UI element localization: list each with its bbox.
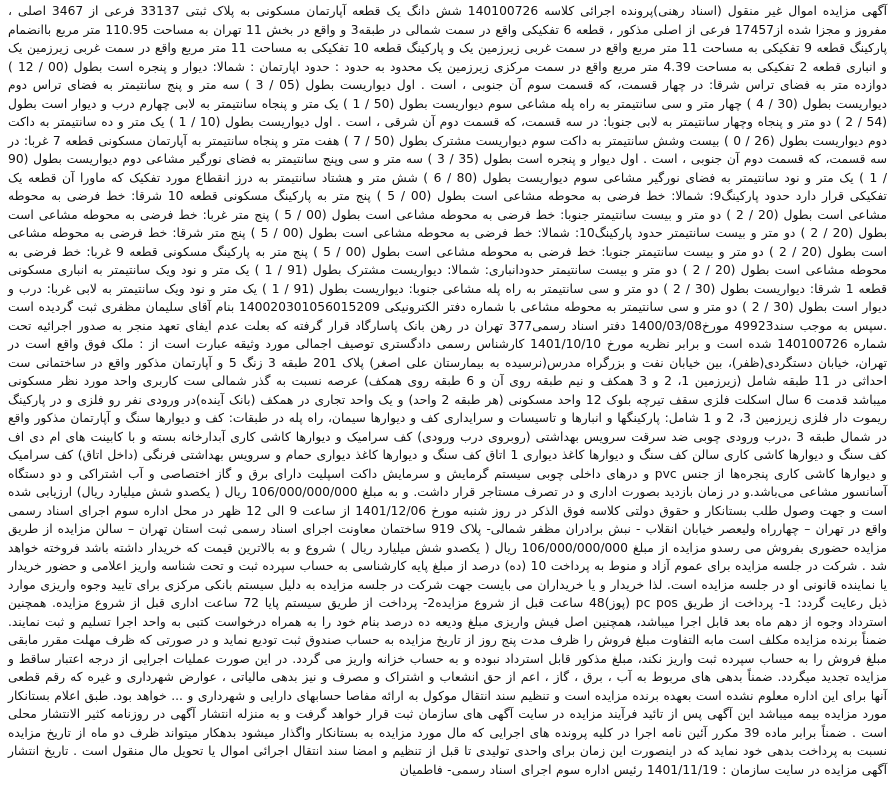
auction-notice-text: آگهی مزایده اموال غیر منقول (اسناد رهنی)پرونده اجرائی کلاسه 140100726 شش دانگ یک قطعه آپارتمان مسکونی به پلاک ثبتی 33137 فرعی از 3467 اصلی ، مفروز و مجزا شده از17457 فرعی از اصلی مذکور ، قطعه 6 تفکیکی واقع در سمت شمالی در طبقه3 و واقع در بخش 11 تهران به مساحت 110.95 متر مربع باانضمام پارکینگ قطعه 9 تفکیکی به مساحت 11 متر مربع واقع در سمت غربی زیرزمین یک و پارکینگ قطعه 10 تفکیکی به مساحت 11 متر مربع واقع در سمت غربی زیرزمین یک و انباری قطعه 2 تفکیکی به مساحت 4.39 متر مربع واقع در سمت مرکزی زیرزمین یک محدود به حدود : حدود اپارتمان : شمالا: دیوار و پنجره است بطول (00 / 12 ) دوازده متر به فضای تراس شرقا: در چهار قسمت، که قسمت سوم آن جنوبی ، است . اول دیواریست بطول (05 / 3 ) سه متر و پنج سانتیمتر به فضای تراس دوم دیواریست بطول (30 / 4 ) چهار متر و سی سانتیمتر به راه پله مشاعی سوم دیواریست بطول (50 / 1 ) یک متر و پنجاه سانتیمتر به لابی چهارم درب و دیوار است بطول (54 / 2 ) دو متر و پنجاه وچهار سانتیمتر به لابی جنوبا: در سه قسمت، که قسمت دوم آن شرقی ، است . اول دیواریست بطول (10 / 1 ) یک متر و ده سانتیمتر به داکت دوم دیواریست بطول (26 / 0 ) بیست وشش سانتیمتر به داکت سوم دیواریست مشترک بطول (50 / 7 ) هفت متر و پنجاه سانتیمتر به آپارتمان مسکونی قطعه 7 غربا: در سه قسمت، که قسمت دوم آن جنوبی ، است . اول دیوار و پنجره است بطول (35 / 3 ) سه متر و سی وپنج سانتیمتر به فضای نورگیر مشاعی دوم دیواریست بطول (90 / 1 ) یک متر و نود سانتیمتر به فضای نورگیر مشاعی سوم دیواریست بطول (80 / 6 ) شش متر و هشتاد سانتیمتر به درز انقطاع مورد تفکیک که ماورا آن قطعه یک تفکیکی قرار دارد حدود پارکینگ9: شمالا: خط فرضی به محوطه مشاعی است بطول (00 / 5 ) پنج متر به پارکینگ مسکونی قطعه 10 شرقا: خط فرضی به محوطه مشاعی است بطول (20 / 2 ) دو متر و بیست سانتیمتر جنوبا: خط فرضی به محوطه مشاعی است بطول (00 / 5 ) پنج متر غربا: خط فرضی به محوطه مشاعی است بطول (20 / 2 ) دو متر و بیست سانتیمتر حدود پارکینگ10: شمالا: خط فرضی به محوطه مشاعی است بطول (00 / 5 ) پنج متر شرقا: خط فرضی به محوطه مشاعی است بطول (20 / 2 ) دو متر و بیست سانتیمتر جنوبا: خط فرضی به محوطه مشاعی است بطول (00 / 5 ) پنج متر به پارکینگ مسکونی قطعه 9 غربا: خط فرضی به محوطه مشاعی است بطول (20 / 2 ) دو متر و بیست سانتیمتر حدودانباری: شمالا: دیواریست مشترک بطول (91 / 1 ) یک متر و نود ویک سانتیمتر به انباری مسکونی قطعه 1 شرقا: دیواریست بطول (30 / 2 ) دو متر و سی سانتیمتر به راه پله مشاعی جنوبا: دیواریست بطول (91 / 1 ) یک متر و نود ویک سانتیمتر به لابی غربا: درب و دیوار است بطول (30 / 2 ) دو متر و سی سانتیمتر به محوطه مشاعی با شماره دفتر الکترونیکی 140020301056015209 بنام آقای سلیمان مظفری ثبت گردیده است .سپس به موجب سند49923 مورخ1400/03/08 دفتر اسناد رسمی377 تهران در رهن بانک پاسارگاد قرار گرفته که بعلت عدم ایفای تعهد منجر به صدور اجرائیه تحت شماره 140100726 شده است و برابر نظریه مورخ 1401/10/10 کارشناس رسمی دادگستری توصیف اجمالی مورد وثیقه عبارت است از : ملک فوق واقع است در تهران، خیابان دستگردی(ظفر)، بین خیابان نفت و بزرگراه مدرس(نرسیده به بیمارستان علی اصغر) پلاک 201 طبقه 3 زنگ 5 و آپارتمان مذکور واقع در ساختمانی ست احداثی در 11 طبقه شامل (زیرزمین 1، 2 و 3 همکف و نیم طبقه روی آن و 6 طبقه روی همکف) عرصه نسبت به گذر شمالی ست کاربری واحد مورد نظر مسکونی میباشد قدمت 6 سال اسکلت فلزی سقف تیرچه بلوک 12 واحد مسکونی (هر طبقه 2 واحد) و یک واحد تجاری در همکف (بانک آینده)در ورودی نفر رو فلزی و در پارکینگ ریموت دار فلزی زیرزمین 3، 2 و 1 شامل: پارکینگها و انبارها و تاسیسات و سرایداری کف و دیوارها سیمان، راه پله در طبقات: کف و دیوارها سنگ و آپارتمان مذکور واقع در شمال طبقه 3 ،درب ورودی چوبی ضد سرقت سرویس بهداشتی (روبروی درب ورودی) کف سرامیک و دیوارها کاشی کاری آبدارخانه بسته و با کابینت های ام دی اف کف سنگ و دیوارها کاشی کاری سالن کف سنگ و دیوارها کاغذ دیواری 1 اتاق کف سنگ و دیوارها کاغذ دیواری حمام و سرویس بهداشتی فرنگی (داخل اتاق) کف سرامیک و دیوارها کاشی کاری پنجره‌ها از جنس pvc و درهای داخلی چوبی سیستم گرمایش و سرمایش داکت اسپلیت دارای برق و گاز اختصاصی و آب اشتراکی و دو دستگاه آسانسور مشاعی می‌باشد.و در زمان بازدید بصورت اداری و در تصرف مستاجر قرار داشت. و به مبلغ 106/000/000/000 ریال ( یکصدو شش میلیارد ریال) ارزیابی شده است و جهت وصول طلب بستانکار و حقوق دولتی کلاسه فوق الذکر در روز شنبه مورخ 1401/12/06 از ساعت 9 الی 12 ظهر در محل اداره سوم اجرای اسناد رسمی واقع در تهران – چهارراه ولیعصر خیابان انقلاب - نبش برادران مظفر شمالی- پلاک 919 ساختمان معاونت اجرای اسناد رسمی ثبت استان تهران – سالن مزایده از طریق مزایده حضوری بفروش می رسدو مزایده از مبلغ 106/000/000/000 ریال ( یکصدو شش میلیارد ریال ) شروع و به بالاترین قیمت که خریدار داشته باشد فروخته خواهد شد . شرکت در جلسه مزایده برای عموم آزاد و منوط به پرداخت 10 (ده) درصد از مبلغ پایه کارشناسی به حساب سپرده ثبت و تحت شناسه واریز اعلامی و حضور خریدار یا نماینده قانونی او در جلسه مزایده است. لذا خریدار و یا خریداران می بایست جهت شرکت در جلسه مزایده به دلیل سیستم بانکی مرکزی برای تایید وجوه واریزی موارد ذیل رعایت گردد: 1- پرداخت از طریق pc pos (پوز)48 ساعت قبل از شروع مزایده2- پرداخت از طریق سیستم پایا 72 ساعت اداری قبل از شروع مزایده. همچنین استرداد وجوه از دهم ماه بعد قابل اجرا میباشد، همچنین اصل فیش واریزی مبلغ ودیعه ده درصد بنام خود را به همراه درخواست کتبی به واحد اجرا تسلیم و ثبت نمایند. ضمناً برنده مزایده مکلف است مابه التفاوت مبلغ فروش را ظرف مدت پنج روز از تاریخ مزایده به حساب صندوق ثبت تودیع نماید و در صورتی که ظرف مهلت مقرر مابقی مبلغ فروش را به حساب سپرده ثبت واریز نکند، مبلغ مذکور قابل استرداد نبوده و به حساب خزانه واریز می گردد. در این صورت عملیات اجرایی از درجه اعتبار ساقط و مزایده تجدید میگردد. ضمناً بدهی های مربوط به آب ، برق ، گاز ، اعم از حق انشعاب و اشتراک و مصرف و نیز بدهی مالیاتی ، عوارض شهرداری و غیره که رقم قطعی آنها برای این اداره معلوم نشده است بعهده برنده مزایده است و تنظیم سند انتقال موکول به ارائه مفاصا حسابهای دارایی و شهرداری و ... خواهد بود. طبق اعلام بستانکار مورد مزایده بیمه میباشد این آگهی پس از تائید فرآیند مزایده در سایت آگهی های سازمان ثبت قرار خواهد گرفت و به منزله انتشار آگهی در روزنامه کثیر الانتشار محلی است . ضمناً برابر ماده 39 مکرر آئین نامه اجرا در کلیه پرونده های اجرایی که مال مورد مزایده به بستانکار واگذار میشود بدهکار میتواند ظرف دو ماه از تاریخ مزایده نسبت به پرداخت بدهی خود نماید که در اینصورت این زمان برای واحدی تولیدی تا قبل از تنظیم و امضا سند انتقال اجرائی اموال یا تحویل مال منقول است . تاریخ انتشار آگهی مزایده در سایت سازمان : 1401/11/19 رئیس اداره سوم اجرای اسناد رسمی- فاطمیان bbox=[8, 4, 888, 777]
